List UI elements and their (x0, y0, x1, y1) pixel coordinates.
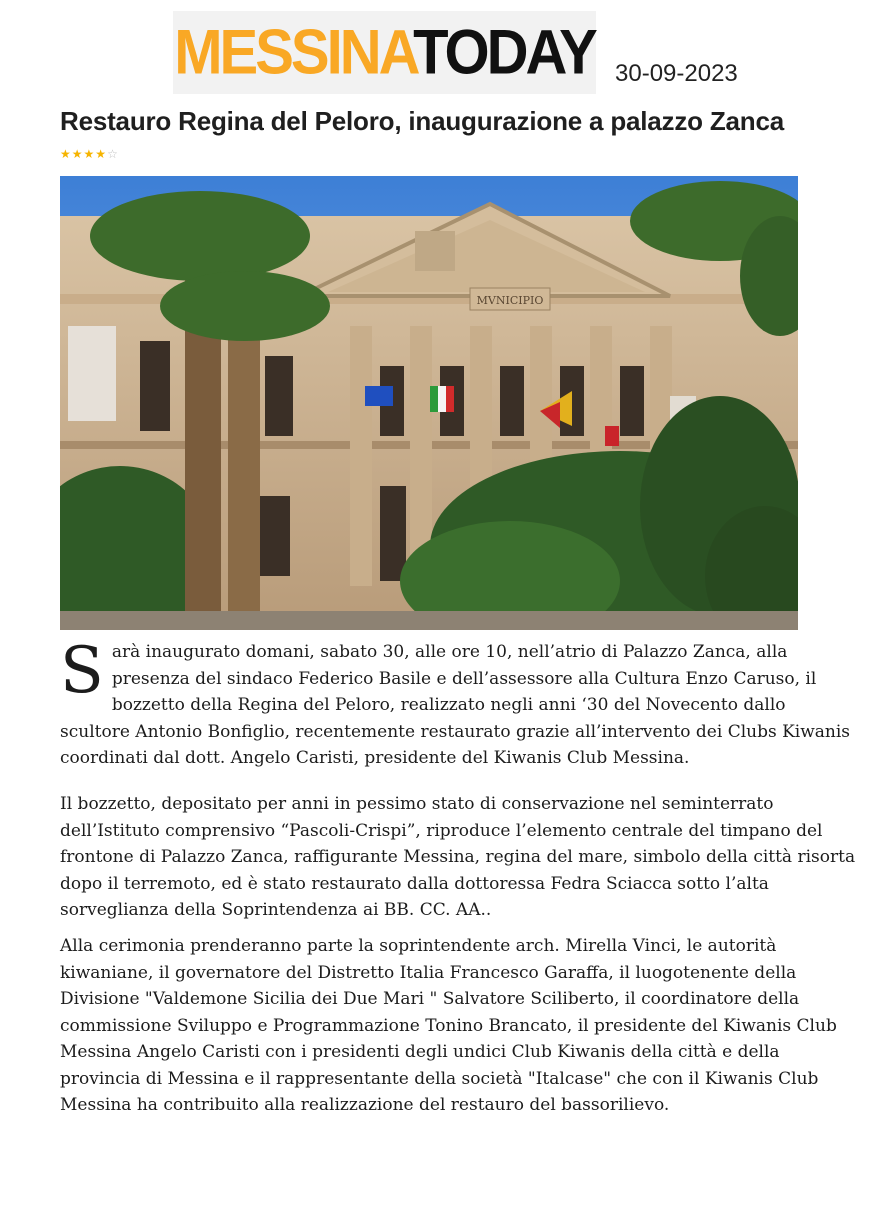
star-icon: ★ (83, 147, 96, 161)
star-icon: ★ (95, 147, 108, 161)
star-empty-icon: ☆ (107, 147, 119, 161)
publication-date: 30-09-2023 (615, 60, 738, 87)
article-paragraph-3: Alla cerimonia prenderanno parte la soprintendente arch. Mirella Vinci, le autorità kiwaniane, il governatore del Distretto Italia Francesco Garaffa, il luogotenente della Divisione "Valdemone Sicilia dei Due Mari " Salvatore Sciliberto, il coordinatore della commissione Sviluppo e Programmazione Tonino Brancato, il presidente del Kiwanis Club Messina Angelo Caristi con i presidenti degli undici Club Kiwanis della città e della provincia di Messina e il rappresentante della società "Italcase" che con il Kiwanis Club Messina ha contribuito alla realizzazione del restauro del bassorilievo. (60, 936, 837, 1115)
rating-stars (60, 147, 119, 161)
star-icon: ★ (71, 147, 84, 161)
site-logo[interactable] (174, 16, 595, 88)
logo-part-today: TODAY (413, 16, 595, 88)
article-photo (60, 176, 798, 630)
paragraph-1-text: arà inaugurato domani, sabato 30, alle ore 10, nell’atrio di Palazzo Zanca, alla presenza del sindaco Federico Basile e dell’assessore alla Cultura Enzo Caruso, il bozzetto della Regina del Peloro, realizzato negli anni ‘30 del Novecento dallo scultore Antonio Bonfiglio, recentemente restaurato grazie all’intervento dei Clubs Kiwanis coordinati dal dott. Angelo Caristi, presidente del Kiwanis Club Messina. (60, 642, 851, 768)
article-paragraph-1 (60, 634, 860, 772)
star-icon: ★ (60, 147, 72, 161)
article-title: Restauro Regina del Peloro, inaugurazione a palazzo Zanca (60, 106, 784, 136)
article-paragraph-2: Il bozzetto, depositato per anni in pessimo stato di conservazione nel seminterrato dell’Istituto comprensivo “Pascoli-Crispi”, riproduce l’elemento centrale del timpano del frontone di Palazzo Zanca, raffigurante Messina, regina del mare, simbolo della città risorta dopo il terremoto, ed è stato restaurato dalla dottoressa Fedra Sciacca sotto l’alta sorveglianza della Soprintendenza ai BB. CC. AA.. (60, 794, 856, 920)
building-inscription: MVNICIPIO (476, 294, 544, 307)
masthead-logo-box[interactable] (173, 11, 596, 94)
dropcap-letter: S (60, 634, 104, 708)
logo-part-messina: MESSINA (174, 16, 414, 88)
